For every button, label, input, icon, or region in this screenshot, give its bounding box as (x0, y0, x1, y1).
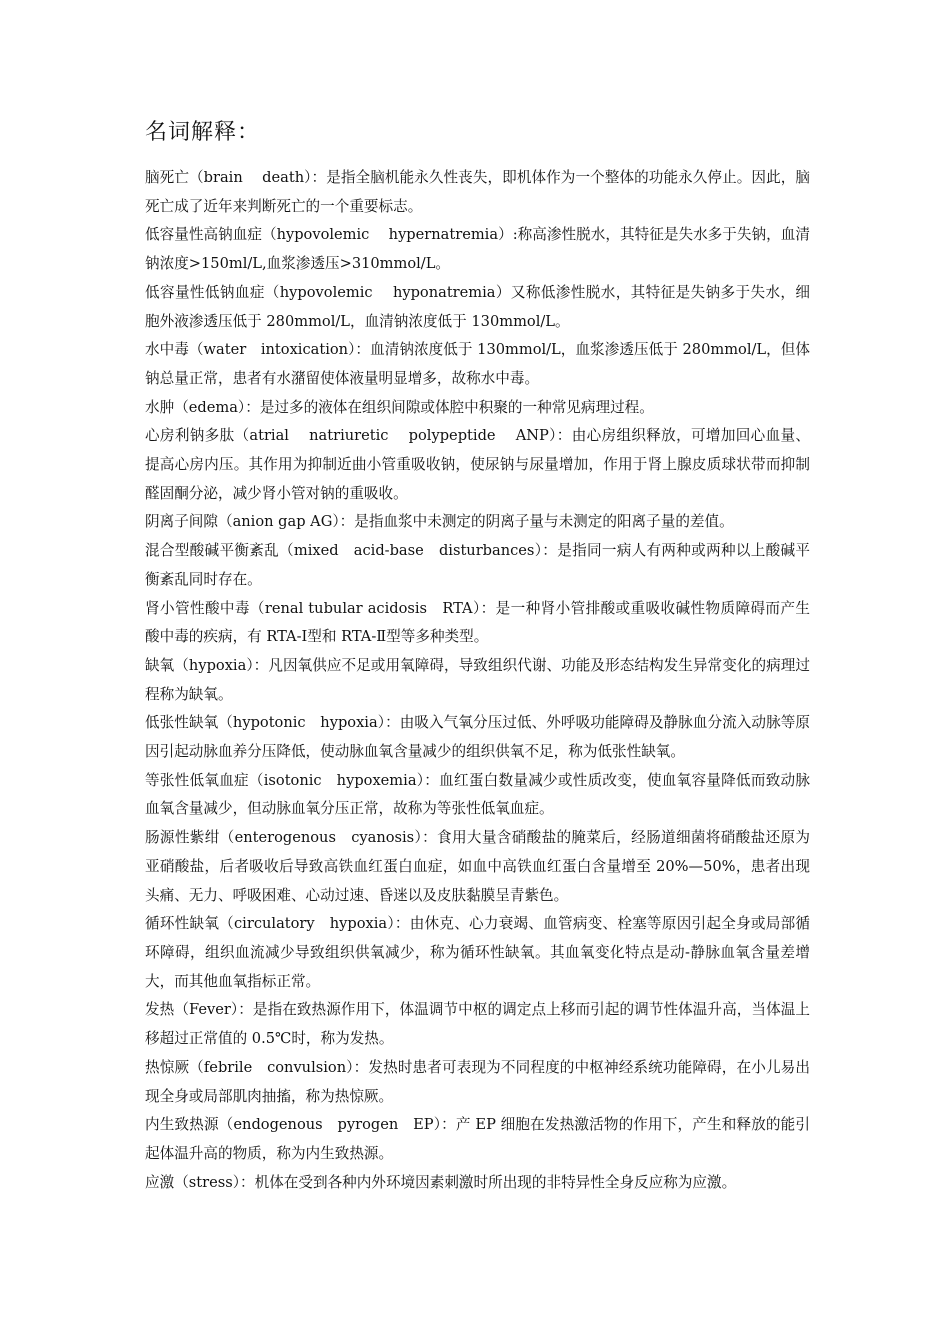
term-definition: 肠源性紫绀（enterogenous cyanosis）：食用大量含硝酸盐的腌菜后，经肠道细菌将硝酸盐还原为亚硝酸盐，后者吸收后导致高铁血红蛋白血症，如血中高铁血红蛋白含量增至 20%—50%，患者出现头痛、无力、呼吸困难、心动过速、昏迷以及皮肤黏膜呈青紫色。 (145, 829, 810, 904)
term-definition: 肾小管性酸中毒（renal tubular acidosis RTA）：是一种肾小管排酸或重吸收碱性物质障碍而产生酸中毒的疾病，有 RTA-Ⅰ型和 RTA-Ⅱ型等多种类型。 (145, 599, 810, 646)
term-definition: 水中毒（water intoxication）：血清钠浓度低于 130mmol/L，血浆渗透压低于 280mmol/L，但体钠总量正常，患者有水潴留使体液量明显增多，故称水中毒。 (145, 341, 810, 387)
term-definition: 低张性缺氧（hypotonic hypoxia）：由吸入气氧分压过低、外呼吸功能障碍及静脉血分流入动脉等原因引起动脉血养分压降低，使动脉血氧含量减少的组织供氧不足，称为低张性缺氧。 (145, 714, 810, 761)
term-definition: 混合型酸碱平衡紊乱（mixed acid-base disturbances）：是指同一病人有两种或两种以上酸碱平衡紊乱同时存在。 (145, 542, 810, 588)
term-definition: 阴离子间隙（anion gap AG）：是指血浆中未测定的阴离子量与未测定的阳离子量的差值。 (145, 513, 734, 531)
document-page (145, 118, 810, 1197)
term-definition: 心房利钠多肽（atrial natriuretic polypeptide ANP）：由心房组织释放，可增加回心血量、提高心房内压。其作用为抑制近曲小管重吸收钠，使尿钠与尿量增加，作用于肾上腺皮质球状带而抑制醛固酮分泌，减少肾小管对钠的重吸收。 (145, 427, 810, 502)
page-heading: 名词解释： (145, 120, 261, 145)
term-definition: 脑死亡（brain death）：是指全脑机能永久性丧失，即机体作为一个整体的功能永久停止。因此，脑死亡成了近年来判断死亡的一个重要标志。 (145, 169, 810, 215)
term-definition: 水肿（edema）：是过多的液体在组织间隙或体腔中积聚的一种常见病理过程。 (145, 398, 654, 416)
term-definition: 发热（Fever）：是指在致热源作用下，体温调节中枢的调定点上移而引起的调节性体温升高，当体温上移超过正常值的 0.5℃时，称为发热。 (145, 1001, 810, 1048)
term-definition-list (145, 164, 810, 1197)
term-definition: 热惊厥（febrile convulsion）：发热时患者可表现为不同程度的中枢神经系统功能障碍，在小儿易出现全身或局部肌肉抽搐，称为热惊厥。 (145, 1058, 810, 1105)
term-definition: 低容量性低钠血症（hypovolemic hyponatremia）又称低渗性脱水，其特征是失钠多于失水，细胞外液渗透压低于 280mmol/L，血清钠浓度低于 130mmol/L。 (145, 283, 810, 330)
term-definition: 内生致热源（endogenous pyrogen EP）：产 EP 细胞在发热激活物的作用下，产生和释放的能引起体温升高的物质，称为内生致热源。 (145, 1116, 810, 1162)
term-definition: 应激（stress）：机体在受到各种内外环境因素刺激时所出现的非特异性全身反应称为应激。 (145, 1173, 737, 1191)
term-definition: 循环性缺氧（circulatory hypoxia）：由休克、心力衰竭、血管病变、栓塞等原因引起全身或局部循环障碍，组织血流减少导致组织供氧减少，称为循环性缺氧。其血氧变化特点是动-静脉血氧含量差增大，而其他血氧指标正常。 (145, 915, 810, 990)
term-definition: 等张性低氧血症（isotonic hypoxemia）：血红蛋白数量减少或性质改变，使血氧容量降低而致动脉血氧含量减少，但动脉血氧分压正常，故称为等张性低氧血症。 (145, 771, 810, 818)
term-definition: 缺氧（hypoxia）：凡因氧供应不足或用氧障碍，导致组织代谢、功能及形态结构发生异常变化的病理过程称为缺氧。 (145, 656, 810, 703)
term-definition: 低容量性高钠血症（hypovolemic hypernatremia）:称高渗性脱水，其特征是失水多于失钠，血清钠浓度>150ml/L,血浆渗透压>310mmol/L。 (145, 226, 810, 273)
